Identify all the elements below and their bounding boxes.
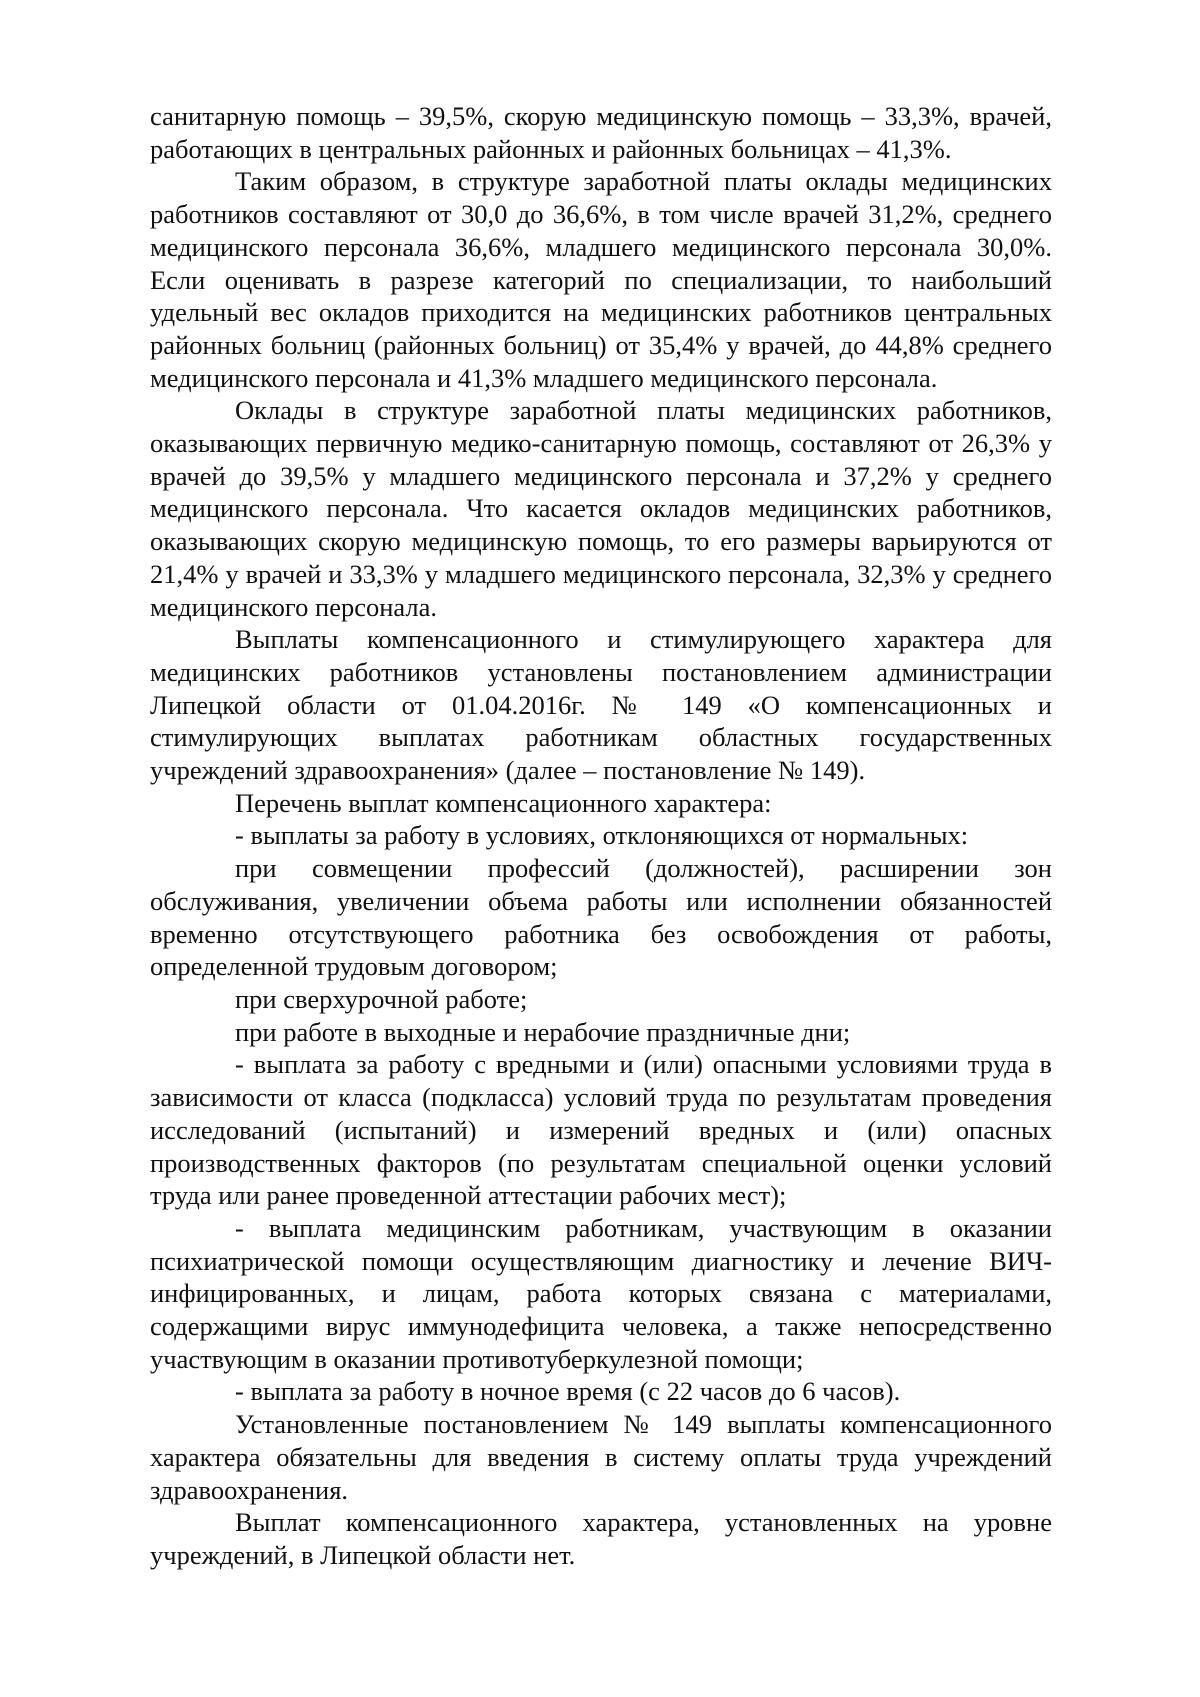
paragraph-9: при работе в выходные и нерабочие праздничные дни; <box>235 1016 851 1047</box>
paragraph-13: Установленные постановлением № 149 выплаты компенсационного характера обязательны для введения в систему оплаты труда учреждений здравоохранения. <box>150 1409 1052 1505</box>
paragraph-10: - выплата за работу с вредными и (или) опасными условиями труда в зависимости от класса (подкласса) условий труда по результатам проведения исследований (испытаний) и измерений вредных и (или) опасных производственных факторов (по результатам специальной оценки условий труда или ранее проведенной аттестации рабочих мест); <box>150 1049 1052 1211</box>
paragraph-6: - выплаты за работу в условиях, отклоняющихся от нормальных: <box>235 820 969 851</box>
paragraph-5: Перечень выплат компенсационного характера: <box>235 787 772 818</box>
document-page <box>150 100 1052 1572</box>
paragraph-3: Оклады в структуре заработной платы медицинских работников, оказывающих первичную медико-санитарную помощь, составляют от 26,3% у врачей до 39,5% у младшего медицинского персонала и 37,2% у среднего медицинского персонала. Что касается окладов медицинских работников, оказывающих скорую медицинскую помощь, то его размеры варьируются от 21,4% у врачей и 33,3% у младшего медицинского персонала, 32,3% у среднего медицинского персонала. <box>150 395 1052 622</box>
paragraph-14: Выплат компенсационного характера, установленных на уровне учреждений, в Липецкой области нет. <box>150 1507 1052 1570</box>
paragraph-2: Таким образом, в структуре заработной платы оклады медицинских работников составляют от 30,0 до 36,6%, в том числе врачей 31,2%, среднего медицинского персонала 36,6%, младшего медицинского персонала 30,0%. Если оценивать в разрезе категорий по специализации, то наибольший удельный вес окладов приходится на медицинских работников центральных районных больниц (районных больниц) от 35,4% у врачей, до 44,8% среднего медицинского персонала и 41,3% младшего медицинского персонала. <box>150 166 1052 393</box>
paragraph-7: при совмещении профессий (должностей), расширении зон обслуживания, увеличении объема работы или исполнении обязанностей временно отсутствующего работника без освобождения от работы, определенной трудовым договором; <box>150 853 1052 982</box>
paragraph-12: - выплата за работу в ночное время (с 22 часов до 6 часов). <box>235 1376 901 1407</box>
paragraph-4: Выплаты компенсационного и стимулирующего характера для медицинских работников установлены постановлением администрации Липецкой области от 01.04.2016г. № 149 «О компенсационных и стимулирующих выплатах работникам областных государственных учреждений здравоохранения» (далее – постановление № 149). <box>150 624 1052 786</box>
paragraph-8: при сверхурочной работе; <box>235 983 528 1014</box>
paragraph-1: санитарную помощь – 39,5%, скорую медицинскую помощь – 33,3%, врачей, работающих в центральных районных и районных больницах – 41,3%. <box>150 101 1052 164</box>
paragraph-11: - выплата медицинским работникам, участвующим в оказании психиатрической помощи осуществляющим диагностику и лечение ВИЧ-инфицированных, и лицам, работа которых связана с материалами, содержащими вирус иммунодефицита человека, а также непосредственно участвующим в оказании противотуберкулезной помощи; <box>150 1212 1052 1374</box>
